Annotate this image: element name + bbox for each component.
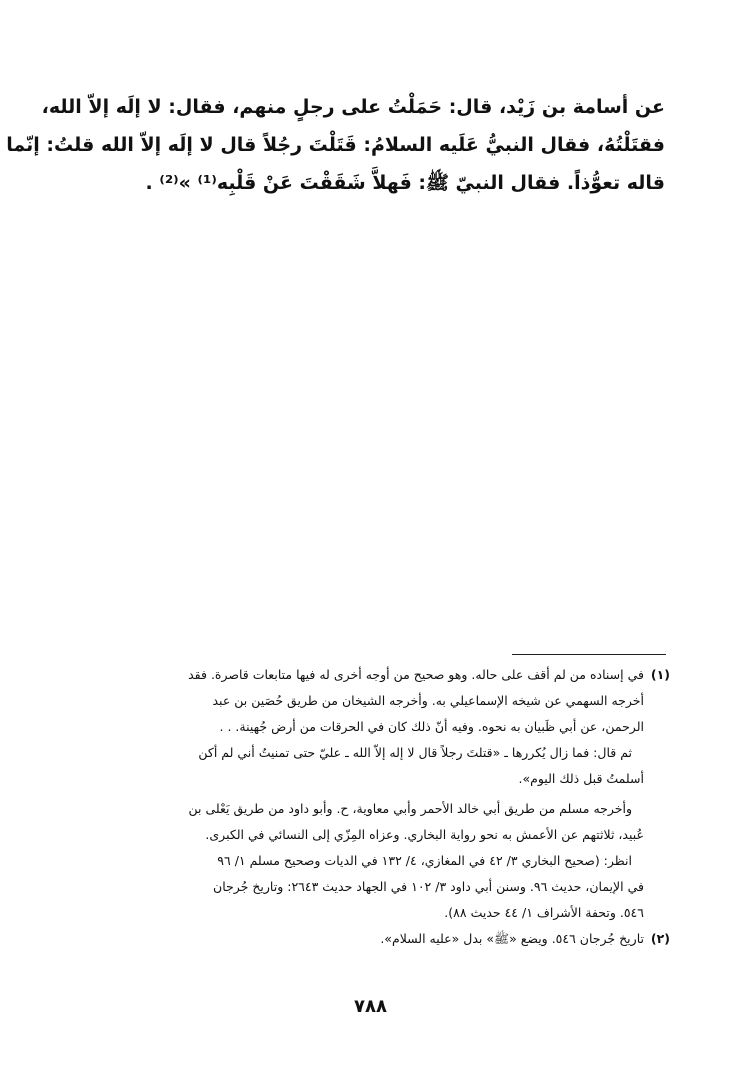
footnote-number: (١) [650,667,670,682]
footnote-2 [100,926,670,952]
footnote-line: أخرجه السهمي عن شيخه الإسماعيلي به. وأخرجه الشيخان من طريق حُصَين بن عبد [212,693,644,708]
footnote-line: تاريخ جُرجان ٥٤٦. ويضع «ﷺ» بدل «عليه السلام». [380,931,644,946]
footnote-number: (٢) [650,931,670,946]
footnote-line: أسلمتُ قبل ذلك اليوم». [518,771,644,786]
hadith-text [6,88,665,202]
footnote-line: انظر: (صحيح البخاري ٣/ ٤٢ في المغازي، ٤/ ١٣٢ في الديات وصحيح مسلم ١/ ٩٦ [217,853,632,868]
footnote-line: عُبيد، ثلاثتهم عن الأعمش به نحو رواية البخاري. وعزاه المِزّي إلى النسائي في الكبرى. [205,827,644,842]
footnote-line: في إسناده من لم أقف على حاله. وهو صحيح من أوجه أخرى له فيها متابعات قاصرة. فقد [188,667,644,682]
footnote-line: ثم قال: فما زال يُكررها ـ «قتلتَ رجلاً قال لا إله إلاّ الله ـ عليّ حتى تمنيتُ أني لم أكن [198,745,632,760]
hadith-line: قاله تعوُّذاً. فقال النبيّ ﷺ: فَهلاَّ شَقَقْتَ عَنْ قَلْبِه⁽¹⁾ »⁽²⁾ . [145,172,665,194]
footnote-separator [512,654,666,655]
footnote-line: وأخرجه مسلم من طريق أبي خالد الأحمر وأبي معاوية، ح. وأبو داود من طريق يَعْلى بن [188,801,632,816]
page-number: ٧٨٨ [354,996,387,1017]
footnote-line: في الإيمان، حديث ٩٦. وسنن أبي داود ٣/ ١٠٢ في الجهاد حديث ٢٦٤٣: وتاريخ جُرجان [213,879,644,894]
footnote-line: الرحمن، عن أبي ظَبيان به نحوه. وفيه أنّ ذلك كان في الحرقات من أرض جُهينة. . . [219,719,644,734]
footnotes [100,662,670,952]
hadith-line: فقتَلْتُهُ، فقال النبيُّ عَلَيه السلامُ: قَتَلْتَ رجُلاً قال لا إلَه إلاّ الله قلتُ: إنّما [6,134,665,156]
footnote-1 [100,662,670,926]
hadith-line: عن أسامة بن زَيْد، قال: حَمَلْتُ على رجلٍ منهم، فقال: لا إلَه إلاّ الله، [41,96,665,118]
footnote-line: ٥٤٦. وتحفة الأشراف ١/ ٤٤ حديث ٨٨). [444,905,644,920]
